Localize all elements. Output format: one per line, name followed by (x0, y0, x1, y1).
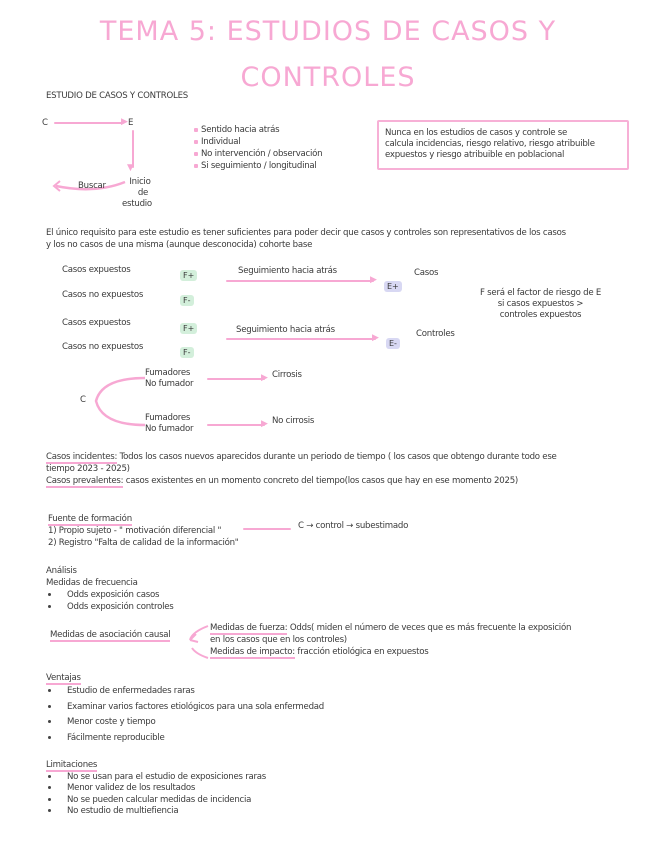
feature-item: No intervención / observación (194, 148, 322, 160)
ventajas-block (46, 672, 324, 746)
example-top-group: Fumadores No fumador (145, 368, 194, 389)
feature-item: Individual (194, 136, 322, 148)
seguimiento-result: Casos (414, 268, 439, 278)
asociacion-measures: Medidas de fuerza: Odds( miden el número de veces que es más frecuente la exposición en los casos que en los controles) Medidas de impacto: fracción etiológica en expuestos (210, 623, 572, 657)
group-tag: F+ (180, 316, 197, 335)
incidentes-term: Casos incidentes: (46, 452, 118, 462)
seguimiento-label: Seguimiento hacia atrás (238, 266, 337, 276)
limitacion-item: No estudio de multiefiencia (48, 806, 266, 818)
page-title-line2: CONTROLES (240, 62, 416, 93)
requisito-text: El único requisito para este estudio es tener suficientes para poder decir que casos y controles son representativos de los casos y los no casos de una misma (aunque desconocida) cohorte base (46, 228, 566, 250)
group-label: Casos no expuestos (62, 290, 144, 300)
fuente-block: Fuente de formación 1) Propio sujeto - " motivación diferencial " 2) Registro "Falta de calidad de la información" (48, 514, 239, 548)
example-bottom-group: Fumadores No fumador (145, 413, 194, 434)
feature-item: Si seguimiento / longitudinal (194, 160, 322, 172)
limitacion-item: No se usan para el estudio de exposiciones raras (48, 772, 266, 784)
prevalentes-term: Casos prevalentes: (46, 476, 124, 486)
group-label: Casos no expuestos (62, 342, 144, 352)
group-tag: F- (180, 340, 194, 359)
frecuencia-title: Medidas de frecuencia (46, 578, 138, 588)
branch-brace-icon (90, 370, 150, 432)
example-c-label: C (80, 395, 86, 405)
example-bottom-arrow (207, 424, 265, 426)
seguimiento-arrow (226, 338, 376, 340)
bullet-icon (194, 140, 198, 144)
group-tag: F+ (180, 263, 197, 282)
limitacion-item: No se pueden calcular medidas de incidencia (48, 795, 266, 807)
inicio-text: Inicio (129, 177, 151, 187)
casos-incidentes: Casos incidentes: Todos los casos nuevos aparecidos durante un periodo de tiempo ( los casos que obtengo durante todo ese tiempo 2023 - 2025) (46, 452, 557, 474)
arrow-head-icon: ▶ (121, 117, 128, 127)
bullet-icon (194, 164, 198, 168)
diagram-c-label: C (42, 118, 48, 128)
seguimiento-arrow (226, 280, 374, 282)
fuerza-term: Medidas de fuerza: (210, 623, 288, 633)
seguimiento-label: Seguimiento hacia atrás (236, 325, 335, 335)
example-bottom-result: No cirrosis (272, 416, 315, 426)
seguimiento-tag: E+ (384, 274, 402, 293)
analisis-block (46, 565, 174, 613)
limitaciones-title: Limitaciones (46, 760, 98, 770)
ventajas-title: Ventajas (46, 673, 81, 683)
features-list (194, 124, 322, 172)
analisis-item: Odds exposición casos (48, 589, 174, 601)
arrow-c-to-e (54, 122, 124, 124)
ventaja-item: Fácilmente reproducible (48, 731, 324, 747)
feature-item: Sentido hacia atrás (194, 124, 322, 136)
limitaciones-block (46, 760, 266, 818)
bullet-icon (194, 128, 198, 132)
ventaja-item: Examinar varios factores etiológicos para una sola enfermedad (48, 700, 324, 716)
buscar-label: Buscar (78, 181, 106, 191)
ventaja-item: Estudio de enfermedades raras (48, 684, 324, 700)
impacto-term: Medidas de impacto: (210, 647, 295, 657)
group-label: Casos expuestos (62, 318, 131, 328)
arrow-down-icon: ▼ (127, 163, 134, 173)
seguimiento-tag: E- (386, 331, 400, 350)
diagram-e-label: E (128, 118, 134, 128)
asociacion-brace-icon (186, 622, 212, 662)
example-top-result: Cirrosis (272, 370, 302, 380)
arrow-head-icon: ▶ (261, 419, 268, 429)
asociacion-label: Medidas de asociación causal (50, 630, 171, 640)
bullet-icon (194, 152, 198, 156)
fuente-title: Fuente de formación (48, 514, 132, 524)
example-top-arrow (207, 378, 265, 380)
factor-note: F será el factor de riesgo de E si casos expuestos > controles expuestos (480, 288, 602, 320)
section-subtitle: ESTUDIO DE CASOS Y CONTROLES (46, 91, 188, 101)
group-tag: F- (180, 288, 194, 307)
fuente-result: C → control → subestimado (298, 521, 409, 531)
de-text: de (137, 188, 149, 198)
casos-prevalentes: Casos prevalentes: casos existentes en un momento concreto del tiempo(los casos que hay en ese momento 2025) (46, 476, 519, 486)
seguimiento-result: Controles (416, 329, 455, 339)
arrow-head-icon: ▶ (372, 333, 379, 343)
inicio-estudio-label (122, 177, 152, 210)
limitacion-item: Menor validez de los resultados (48, 783, 266, 795)
note-text: Nunca en los estudios de casos y controle se calcula incidencias, riesgo relativo, riesgo atribuible expuestos y riesgo atribuible en poblacional (385, 128, 595, 160)
arrow-head-icon: ▶ (261, 373, 268, 383)
estudio-text: estudio (122, 199, 152, 209)
analisis-title: Análisis (46, 566, 77, 576)
fuente-arrow (243, 528, 291, 530)
ventaja-item: Menor coste y tiempo (48, 715, 324, 731)
group-label: Casos expuestos (62, 265, 131, 275)
page-title: TEMA 5: ESTUDIOS DE CASOS Y (99, 16, 557, 47)
analisis-item: Odds exposición controles (48, 601, 174, 613)
arrow-head-icon: ▶ (370, 275, 377, 285)
